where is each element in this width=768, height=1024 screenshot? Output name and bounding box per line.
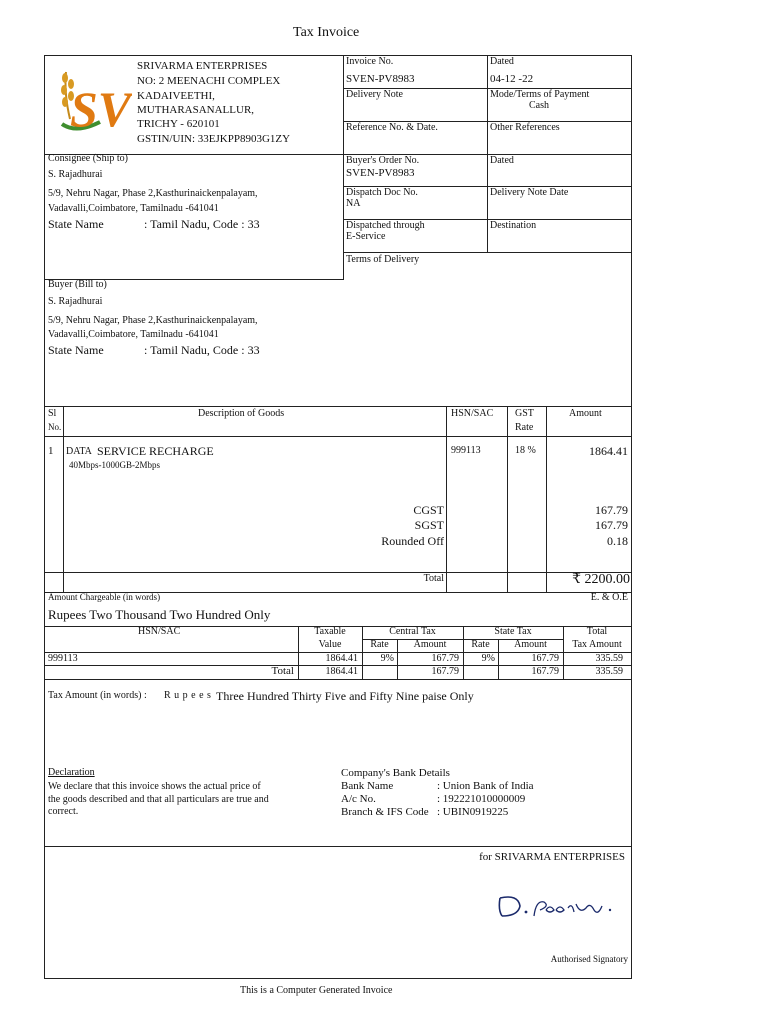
company-logo bbox=[56, 64, 132, 136]
seller-address-3: MUTHARASANALLUR, bbox=[137, 104, 255, 116]
delivery-note-date-label: Delivery Note Date bbox=[490, 187, 569, 198]
item-hsn: 999113 bbox=[451, 445, 481, 456]
item-desc-prefix: DATA bbox=[66, 446, 92, 457]
tax-col-c-amount: Amount bbox=[413, 639, 447, 650]
tax-col-total-amount: Tax Amount bbox=[572, 639, 622, 650]
rounded-off-label: Rounded Off bbox=[381, 534, 444, 548]
buyer-state-label: State Name bbox=[48, 343, 104, 357]
tax-col-total: Total bbox=[586, 626, 608, 637]
tax-total-s-amount: 167.79 bbox=[531, 666, 559, 677]
payment-terms-label: Mode/Terms of Payment bbox=[490, 89, 590, 100]
tax-row-s-amount: 167.79 bbox=[531, 653, 559, 664]
item-sl: 1 bbox=[48, 445, 54, 457]
tax-words-prefix: R u p e e s bbox=[164, 690, 212, 701]
page-title: Tax Invoice bbox=[293, 25, 360, 40]
declaration-line-1: We declare that this invoice shows the actual price of bbox=[48, 781, 261, 792]
buyer-name: S. Rajadhurai bbox=[48, 296, 103, 307]
total-label: Total bbox=[423, 573, 444, 584]
account-no: : 192221010000009 bbox=[437, 793, 526, 805]
tax-col-hsn: HSN/SAC bbox=[138, 626, 181, 637]
buyer-label: Buyer (Bill to) bbox=[48, 279, 107, 290]
declaration-line-2: the goods described and that all particulars are true and bbox=[48, 794, 269, 805]
seller-name: SRIVARMA ENTERPRISES bbox=[137, 60, 268, 72]
seller-address-1: NO: 2 MEENACHI COMPLEX bbox=[137, 75, 281, 87]
tax-amount-in-words: Three Hundred Thirty Five and Fifty Nine paise Only bbox=[216, 689, 474, 703]
bank-title: Company's Bank Details bbox=[341, 767, 450, 779]
ifs-code: : UBIN0919225 bbox=[437, 806, 509, 818]
bank-name-label: Bank Name bbox=[341, 780, 394, 792]
col-no: No. bbox=[48, 422, 62, 432]
tax-total-taxable: 1864.41 bbox=[325, 666, 358, 677]
tax-col-value: Value bbox=[318, 639, 342, 650]
tax-total-total: 335.59 bbox=[595, 666, 623, 677]
bank-name: : Union Bank of India bbox=[437, 780, 534, 792]
tax-row-hsn: 999113 bbox=[48, 653, 78, 664]
svg-text:SV: SV bbox=[70, 81, 132, 136]
invoice-no-label: Invoice No. bbox=[346, 56, 394, 67]
col-gst: GST bbox=[515, 408, 534, 419]
authorised-signatory: Authorised Signatory bbox=[550, 954, 628, 964]
delivery-note-label: Delivery Note bbox=[346, 89, 403, 100]
buyer-address-2: Vadavalli,Coimbatore, Tamilnadu -641041 bbox=[48, 329, 219, 340]
destination-label: Destination bbox=[490, 220, 537, 231]
dispatch-doc-value: NA bbox=[346, 198, 361, 209]
buyer-order-label: Buyer's Order No. bbox=[346, 155, 420, 166]
seller-address-4: TRICHY - 620101 bbox=[137, 118, 220, 130]
other-references-label: Other References bbox=[490, 122, 560, 133]
item-description: SERVICE RECHARGE bbox=[97, 444, 214, 458]
total-amount: ₹ 2200.00 bbox=[572, 572, 630, 587]
tax-row-total: 335.59 bbox=[595, 653, 623, 664]
tax-col-s-rate: Rate bbox=[471, 639, 490, 650]
tax-col-taxable: Taxable bbox=[314, 626, 346, 637]
tax-col-central: Central Tax bbox=[389, 626, 436, 637]
col-amount: Amount bbox=[569, 408, 602, 419]
reference-label: Reference No. & Date. bbox=[346, 122, 438, 133]
tax-words-label: Tax Amount (in words) : bbox=[48, 690, 147, 701]
seller-address-2: KADAIVEETHI, bbox=[137, 90, 215, 102]
amount-in-words: Rupees Two Thousand Two Hundred Only bbox=[48, 607, 271, 622]
account-no-label: A/c No. bbox=[341, 793, 376, 805]
tax-col-c-rate: Rate bbox=[370, 639, 389, 650]
consignee-state-label: State Name bbox=[48, 217, 104, 231]
dated2-label: Dated bbox=[490, 155, 514, 166]
dispatched-through-value: E-Service bbox=[346, 231, 386, 242]
signature-image bbox=[494, 890, 619, 924]
dispatch-doc-label: Dispatch Doc No. bbox=[346, 187, 418, 198]
col-hsn: HSN/SAC bbox=[451, 408, 494, 419]
eoe: E. & O.E bbox=[590, 592, 628, 603]
terms-of-delivery-label: Terms of Delivery bbox=[346, 254, 420, 265]
buyer-state: : Tamil Nadu, Code : 33 bbox=[144, 343, 260, 357]
footer-note: This is a Computer Generated Invoice bbox=[240, 985, 393, 996]
tax-row-c-rate: 9% bbox=[380, 653, 394, 664]
invoice-no: SVEN-PV8983 bbox=[346, 73, 415, 85]
consignee-state: : Tamil Nadu, Code : 33 bbox=[144, 217, 260, 231]
declaration-line-3: correct. bbox=[48, 806, 79, 817]
item-rate: 18 % bbox=[515, 445, 536, 456]
tax-row-taxable: 1864.41 bbox=[325, 653, 358, 664]
buyer-order-no: SVEN-PV8983 bbox=[346, 167, 415, 179]
item-sub-description: 40Mbps-1000GB-2Mbps bbox=[69, 460, 161, 470]
for-company: for SRIVARMA ENTERPRISES bbox=[479, 851, 625, 863]
ifs-code-label: Branch & IFS Code bbox=[341, 806, 429, 818]
dated-label: Dated bbox=[490, 56, 514, 67]
tax-col-state: State Tax bbox=[494, 626, 532, 637]
dated-value: 04-12 -22 bbox=[490, 73, 534, 85]
tax-total-c-amount: 167.79 bbox=[431, 666, 459, 677]
consignee-name: S. Rajadhurai bbox=[48, 169, 103, 180]
item-amount: 1864.41 bbox=[589, 444, 628, 458]
consignee-address-2: Vadavalli,Coimbatore, Tamilnadu -641041 bbox=[48, 203, 219, 214]
payment-terms: Cash bbox=[529, 100, 549, 111]
col-description: Description of Goods bbox=[198, 408, 285, 419]
buyer-address-1: 5/9, Nehru Nagar, Phase 2,Kasthurinaickenpalayam, bbox=[48, 315, 258, 326]
tax-col-s-amount: Amount bbox=[514, 639, 547, 650]
rounded-off-amount: 0.18 bbox=[607, 534, 628, 548]
tax-row-s-rate: 9% bbox=[481, 653, 495, 664]
cgst-amount: 167.79 bbox=[595, 503, 628, 517]
dispatched-through-label: Dispatched through bbox=[346, 220, 425, 231]
tax-total-label: Total bbox=[271, 665, 294, 677]
sgst-amount: 167.79 bbox=[595, 518, 628, 532]
tax-row-c-amount: 167.79 bbox=[431, 653, 459, 664]
col-sl: Sl bbox=[48, 408, 57, 419]
seller-gstin: GSTIN/UIN: 33EJKPP8903G1ZY bbox=[137, 133, 291, 145]
sgst-label: SGST bbox=[414, 518, 444, 532]
consignee-label: Consignee (Ship to) bbox=[48, 153, 128, 164]
cgst-label: CGST bbox=[413, 503, 444, 517]
declaration-title: Declaration bbox=[48, 767, 95, 778]
col-rate: Rate bbox=[515, 422, 534, 433]
consignee-address-1: 5/9, Nehru Nagar, Phase 2,Kasthurinaickenpalayam, bbox=[48, 188, 258, 199]
amount-words-label: Amount Chargeable (in words) bbox=[48, 592, 161, 602]
